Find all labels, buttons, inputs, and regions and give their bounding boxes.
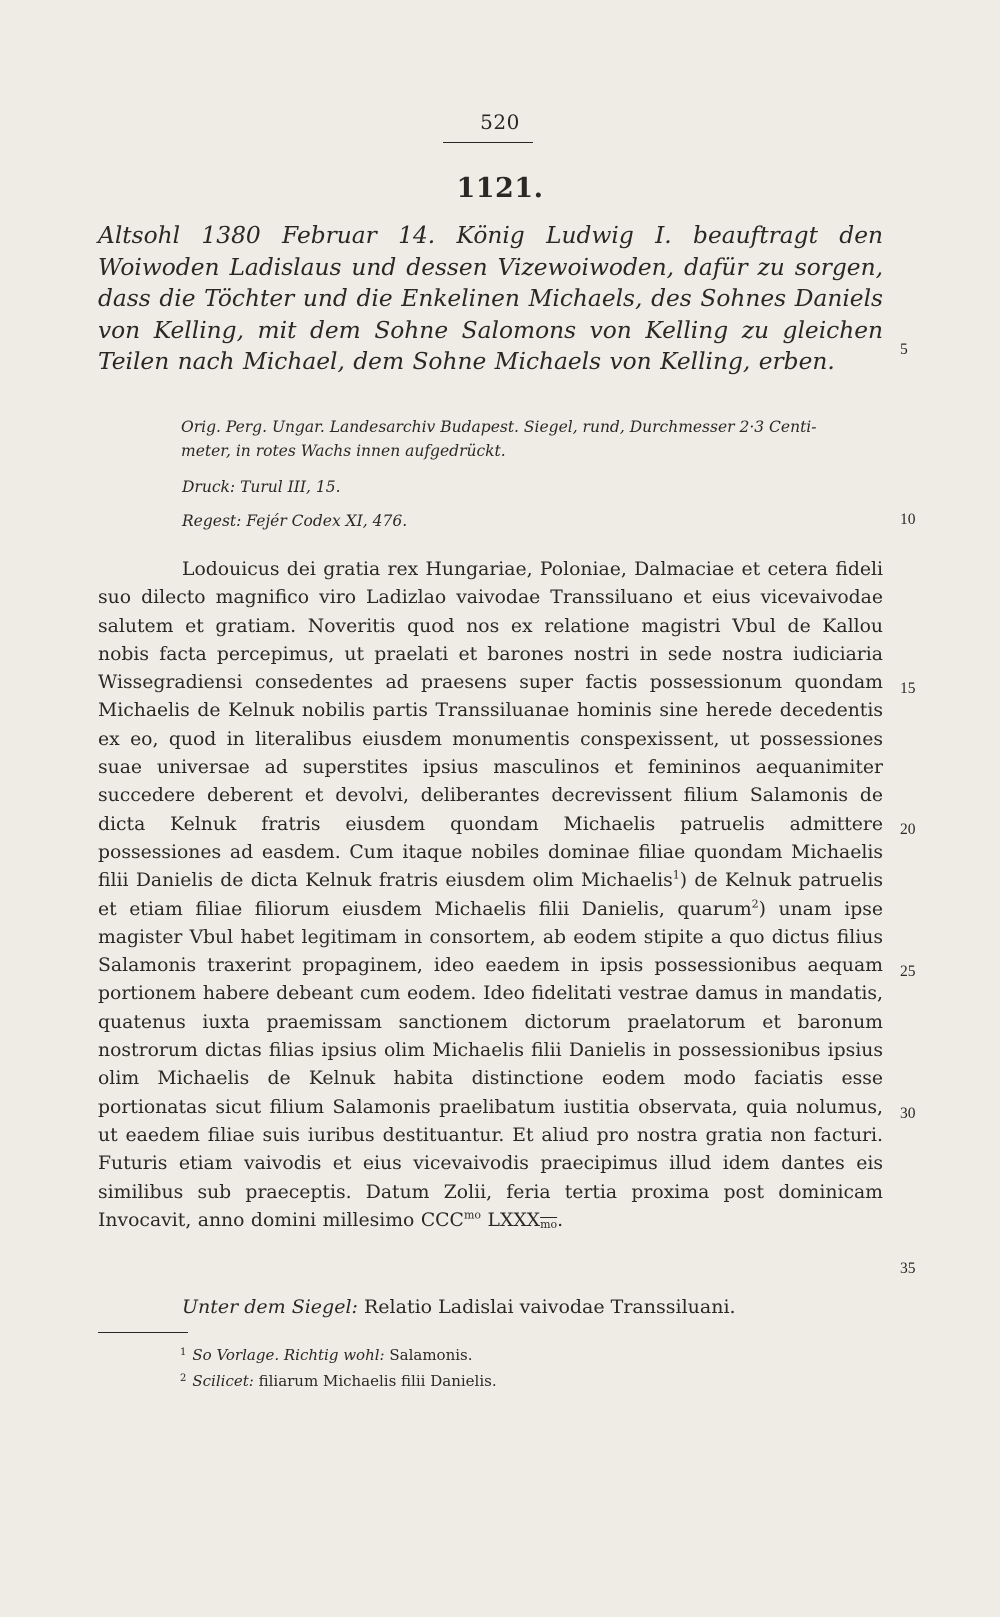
charter-text-part-2: ) de Kelnuk patruelis et etiam filiae filiorum eiusdem Michaelis filii Danielis, quarum: [98, 870, 883, 920]
charter-text-part-4: LXXX: [481, 1209, 541, 1231]
line-number-15: 15: [900, 680, 916, 697]
footnote-1-text: Salamonis.: [389, 1346, 473, 1364]
charter-text: [98, 556, 883, 1239]
source-note: [182, 415, 882, 463]
print-reference: [182, 478, 341, 496]
regest-value: Fejér Codex XI, 476.: [246, 512, 408, 530]
line-number-10: 10: [900, 511, 916, 528]
footnote-rule: [98, 1332, 188, 1333]
seal-note-label: Unter dem Siegel:: [182, 1296, 358, 1318]
line-number-20: 20: [900, 821, 916, 838]
page-number: 520: [480, 110, 520, 134]
document-summary: Altsohl 1380 Februar 14. König Ludwig I. beauftragt den Woiwoden Ladislaus und dessen Vizewoiwoden, dafür zu sorgen, dass die Töchter und die Enkelinen Michaels, des Sohnes Daniels von Kelling, mit dem Sohne Salomons von Kelling zu gleichen Teilen nach Michael, dem Sohne Michaels von Kelling, erben.: [98, 222, 883, 375]
footnote-2: [180, 1372, 497, 1390]
charter-text-part-1: Lodouicus dei gratia rex Hungariae, Poloniae, Dalmaciae et cetera fideli suo dilecto magnifico viro Ladizlao vaivodae Transsiluano et eius vicevaivodae salutem et gratiam. Noveritis quod nos ex relatione magistri Vbul de Kallou nobis facta percepimus, ut praelati et barones nostri in sede nostra iudiciaria Wissegradiensi consedentes ad praesens super factis possessionum quondam Michaelis de Kelnuk nobilis partis Transsiluanae hominis sine herede decedentis ex eo, quod in literalibus eiusdem monumentis conspexissent, ut possessiones suae universae ad superstites ipsius masculinos et femininos aequanimiter succedere deberent et devolvi, deliberantes decrevissent filium Salamonis de dicta Kelnuk fratris eiusdem quondam Michaelis patruelis admittere possessiones ad easdem. Cum itaque nobiles dominae filiae quondam Michaelis filii Danielis de dicta Kelnuk fratris eiusdem olim Michaelis: [98, 559, 883, 892]
document-number: 1121.: [456, 173, 544, 204]
footnote-1-italic: So Vorlage. Richtig wohl:: [192, 1346, 385, 1364]
print-label: Druck:: [182, 478, 236, 496]
footnote-2-italic: Scilicet:: [192, 1372, 254, 1390]
footnote-2-mark: 2: [180, 1373, 187, 1384]
footnote-ref-2[interactable]: 2: [751, 897, 759, 911]
line-number-30: 30: [900, 1105, 916, 1122]
source-note-line-1: Orig. Perg. Ungar. Landesarchiv Budapest. Siegel, rund, Durchmesser 2·3 Centi-: [181, 418, 817, 436]
superscript-mo: mo: [463, 1208, 481, 1222]
footnote-1-mark: 1: [180, 1347, 187, 1358]
footnote-2-text: filiarum Michaelis filii Danielis.: [258, 1372, 497, 1390]
line-number-35: 35: [900, 1260, 916, 1277]
charter-text-part-3: ) unam ipse magister Vbul habet legitimam in consortem, ab eodem stipite a quo dictus filius Salamonis traxerint propaginem, ideo eaedem in ipsis possessionibus aequam portionem habere debeant cum eodem. Ideo fidelitati vestrae damus in mandatis, quatenus iuxta praemissam sanctionem dictorum praelatorum et baronum nostrorum dictas filias ipsius olim Michaelis filii Danielis in possessionibus ipsius olim Michaelis de Kelnuk habita distinctione eodem modo faciatis esse portionatas sicut filium Salamonis praelibatum iustitia observata, quia nolumus, ut eaedem filiae suis iuribus destituantur. Et aliud pro nostra gratia non facturi. Futuris etiam vaivodis et eius vicevaivodis praecipimus illud idem dantes eis similibus sub praeceptis. Datum Zolii, feria tertia proxima post dominicam Invocavit, anno domini millesimo CCC: [98, 898, 883, 1231]
line-number-5: 5: [900, 341, 908, 358]
seal-note-text: Relatio Ladislai vaivodae Transsiluani.: [363, 1296, 736, 1318]
subscript-mo: $\overline{mo}$: [540, 1217, 558, 1231]
source-note-line-2: meter, in rotes Wachs innen aufgedrückt.: [181, 442, 506, 460]
seal-note: [182, 1296, 736, 1318]
footnote-ref-1[interactable]: 1: [672, 869, 680, 882]
regest-reference: [182, 512, 407, 530]
footnote-1: [180, 1346, 473, 1364]
line-number-25: 25: [900, 963, 916, 980]
print-value: Turul III, 15.: [240, 478, 341, 496]
charter-text-part-5: .: [557, 1209, 564, 1231]
regest-label: Regest:: [182, 512, 242, 530]
page-number-rule: [443, 142, 533, 143]
